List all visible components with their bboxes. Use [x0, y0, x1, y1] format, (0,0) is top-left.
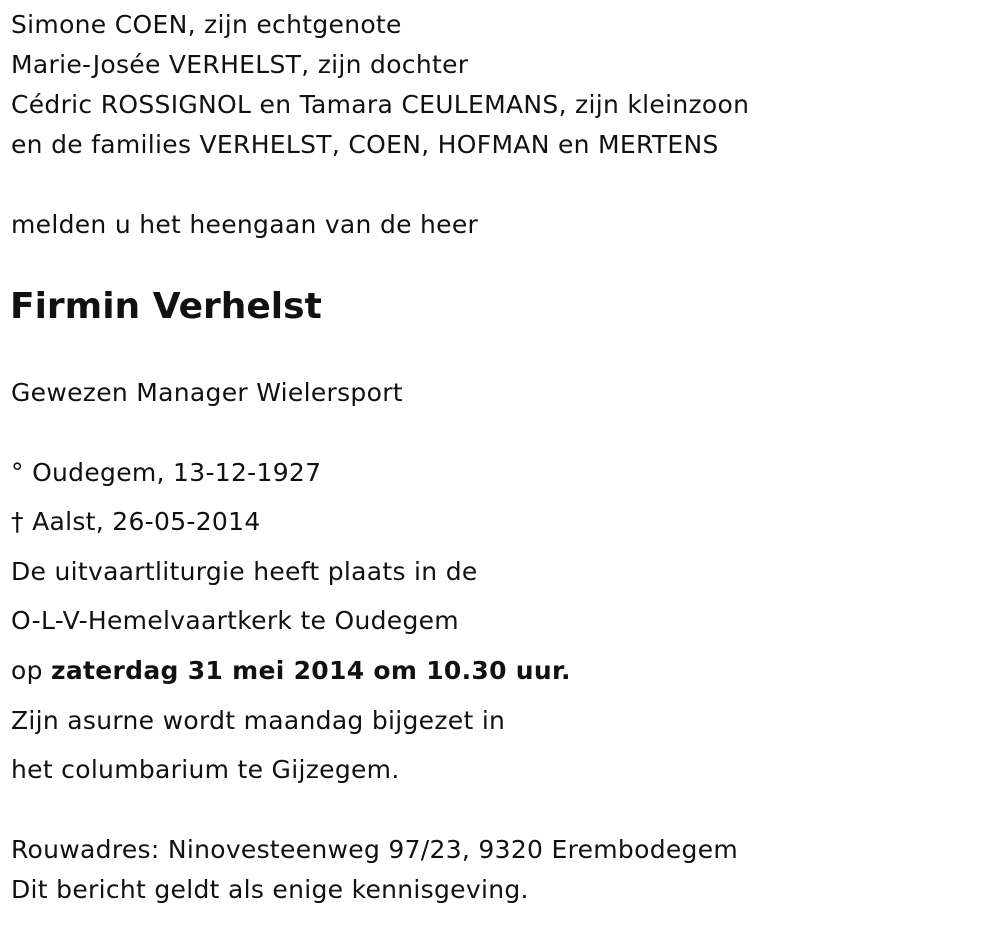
funeral-line-2: O-L-V-Hemelvaartkerk te Oudegem — [11, 606, 459, 635]
death-line — [11, 507, 261, 537]
birth-text: Oudegem, 13-12-1927 — [32, 458, 322, 487]
deceased-name: Firmin Verhelst — [10, 286, 322, 327]
birth-symbol-icon: ° — [11, 458, 24, 487]
funeral-datetime: zaterdag 31 mei 2014 om 10.30 uur. — [51, 656, 571, 685]
family-line-3: Cédric ROSSIGNOL en Tamara CEULEMANS, zijn kleinzoon — [11, 90, 750, 119]
birth-line — [11, 458, 321, 488]
address-text: Rouwadres: Ninovesteenweg 97/23, 9320 Erembodegem — [11, 835, 739, 864]
announcement-text: melden u het heengaan van de heer — [11, 210, 479, 239]
notice-text: Dit bericht geldt als enige kennisgeving. — [11, 875, 529, 904]
cross-icon: † — [11, 507, 24, 536]
funeral-line-3 — [11, 656, 571, 686]
family-line-2: Marie-Josée VERHELST, zijn dochter — [11, 50, 469, 79]
urn-line-2: het columbarium te Gijzegem. — [11, 755, 400, 784]
urn-line-1: Zijn asurne wordt maandag bijgezet in — [11, 706, 506, 735]
occupation-text: Gewezen Manager Wielersport — [11, 378, 403, 407]
family-line-4: en de families VERHELST, COEN, HOFMAN en MERTENS — [11, 130, 719, 159]
family-line-1: Simone COEN, zijn echtgenote — [11, 10, 402, 39]
funeral-line-1: De uitvaartliturgie heeft plaats in de — [11, 557, 478, 586]
death-text: Aalst, 26-05-2014 — [32, 507, 261, 536]
funeral-prefix: op — [11, 656, 43, 685]
